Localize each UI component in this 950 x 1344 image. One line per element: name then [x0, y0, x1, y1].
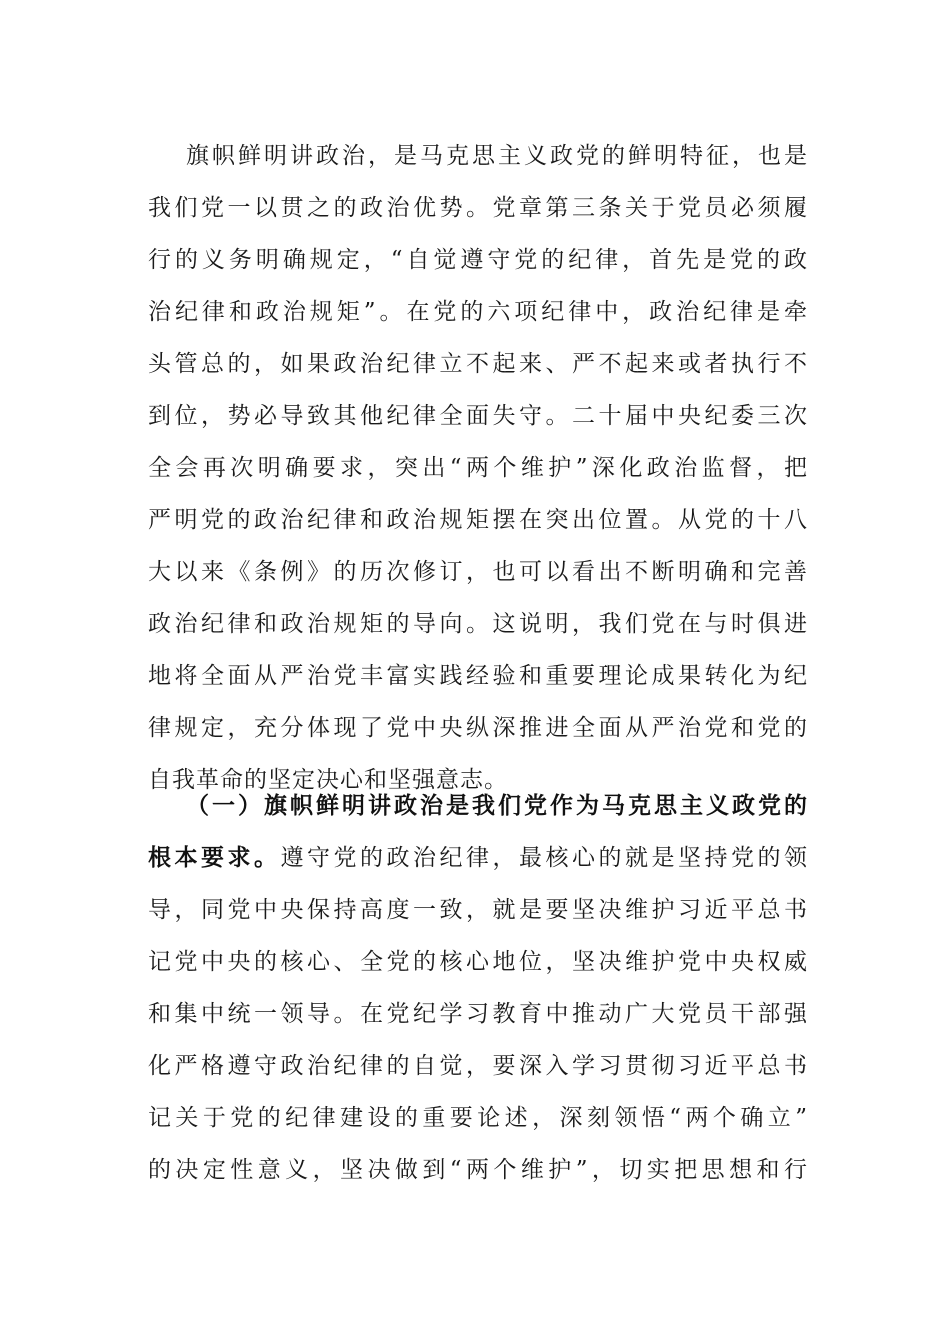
- paragraph-line: 化严格遵守政治纪律的自觉，要深入学习贯彻习近平总书: [148, 1053, 808, 1079]
- paragraph-line: 政治纪律和政治规矩的导向。这说明，我们党在与时俱进: [148, 611, 808, 637]
- paragraph-line: 治纪律和政治规矩”。在党的六项纪律中，政治纪律是牵: [148, 299, 808, 325]
- paragraph-line: 我们党一以贯之的政治优势。党章第三条关于党员必须履: [148, 195, 808, 221]
- paragraph-political-discipline-intro: [148, 136, 808, 812]
- paragraph-line: 地将全面从严治党丰富实践经验和重要理论成果转化为纪: [148, 663, 808, 689]
- paragraph-line: 导，同党中央保持高度一致，就是要坚决维护习近平总书: [148, 897, 808, 923]
- paragraph-line: 记党中央的核心、全党的核心地位，坚决维护党中央权威: [148, 949, 808, 975]
- paragraph-line: [148, 838, 808, 890]
- paragraph-line: 的决定性意义，坚决做到“两个维护”，切实把思想和行: [148, 1157, 808, 1183]
- paragraph-line: 记关于党的纪律建设的重要论述，深刻领悟“两个确立”: [148, 1105, 808, 1131]
- paragraph-line: 和集中统一领导。在党纪学习教育中推动广大党员干部强: [148, 1001, 808, 1027]
- paragraph-line: 头管总的，如果政治纪律立不起来、严不起来或者执行不: [148, 351, 808, 377]
- paragraph-line: 律规定，充分体现了党中央纵深推进全面从严治党和党的: [148, 715, 808, 741]
- paragraph-line: 大以来《条例》的历次修订，也可以看出不断明确和完善: [148, 559, 808, 585]
- section-heading-line: （一）旗帜鲜明讲政治是我们党作为马克思主义政党的: [186, 792, 808, 819]
- paragraph-line: 全会再次明确要求，突出“两个维护”深化政治监督，把: [148, 455, 808, 481]
- paragraph-line: 到位，势必导致其他纪律全面失守。二十届中央纪委三次: [148, 403, 808, 429]
- paragraph-line: 自我革命的坚定决心和坚强意志。: [148, 767, 508, 793]
- paragraph-line: 严明党的政治纪律和政治规矩摆在突出位置。从党的十八: [148, 507, 808, 533]
- paragraph-line: 旗帜鲜明讲政治，是马克思主义政党的鲜明特征，也是: [186, 143, 808, 169]
- paragraph-section-one: [148, 786, 808, 1202]
- paragraph-line: 行的义务明确规定，“自觉遵守党的纪律，首先是党的政: [148, 247, 808, 273]
- section-body-start: 遵守党的政治纪律，最核心的就是坚持党的领: [280, 845, 808, 871]
- section-heading-end: 根本要求。: [148, 844, 281, 871]
